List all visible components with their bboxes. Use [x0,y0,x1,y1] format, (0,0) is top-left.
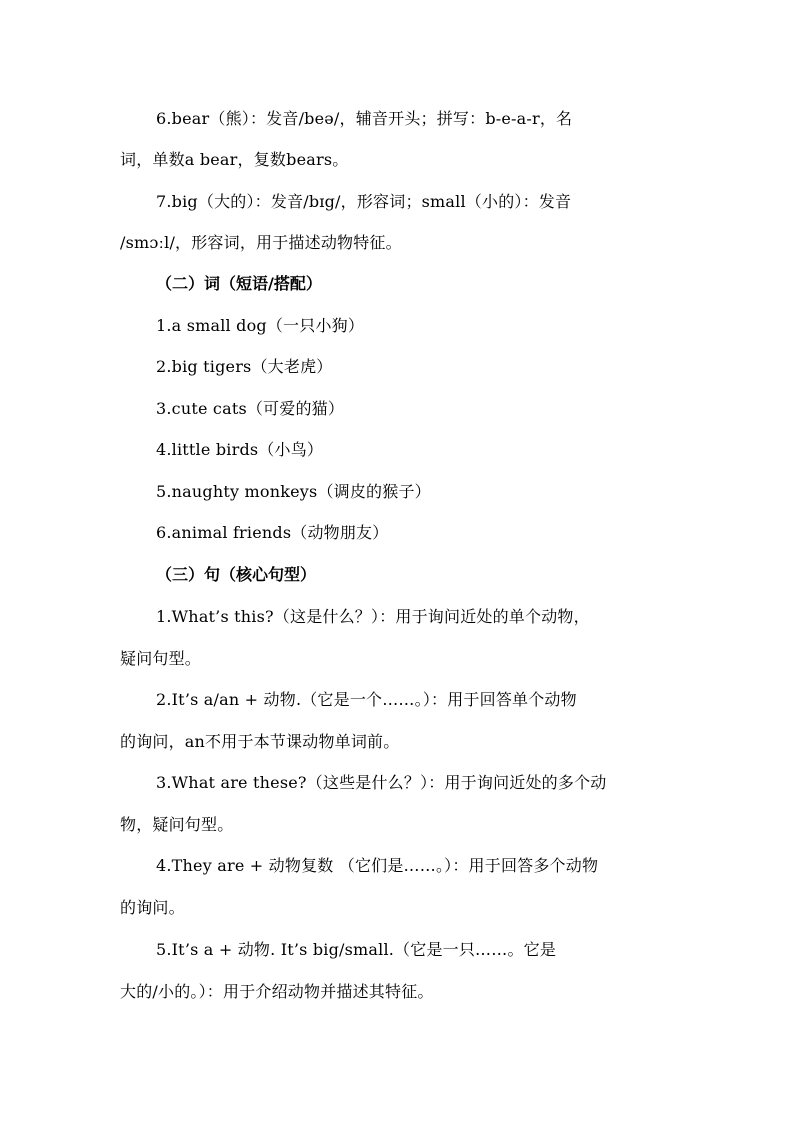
phrase-item: 4.little birds（小鸟） [156,440,324,459]
phrase-item: 2.big tigers（大老虎） [156,357,333,376]
sentence-1-line-1: 1.What’s this?（这是什么？）：用于询问近处的单个动物， [156,607,590,626]
vocab-big-line-2: /smɔːl/，形容词，用于描述动物特征。 [120,233,402,252]
sentence-4-line-2: 的询问。 [120,898,185,917]
sentence-3-line-1: 3.What are these?（这些是什么？）：用于询问近处的多个动 [156,773,607,792]
sentence-4-line-1: 4.They are + 动物复数 （它们是……。）：用于回答多个动物 [156,856,599,875]
section-heading-sentences: （三）句（核心句型） [156,565,317,584]
vocab-big-line-1: 7.big（大的）：发音/bɪg/，形容词；small（小的）：发音 [156,192,572,211]
section-heading-phrases: （二）词（短语/搭配） [156,274,322,293]
vocab-bear-line-1: 6.bear（熊）：发音/beə/，辅音开头；拼写：b-e-a-r，名 [156,109,573,128]
phrase-item: 5.naughty monkeys（调皮的猴子） [156,482,431,501]
sentence-5-line-2: 大的/小的。）：用于介绍动物并描述其特征。 [120,982,434,1001]
vocab-bear-line-2: 词，单数a bear，复数bears。 [120,150,349,169]
sentence-2-line-1: 2.It’s a/an + 动物.（它是一个……。）：用于回答单个动物 [156,690,577,709]
phrase-item: 1.a small dog（一只小狗） [156,316,365,335]
phrase-item: 3.cute cats（可爱的猫） [156,399,345,418]
phrase-item: 6.animal friends（动物朋友） [156,523,389,542]
sentence-1-line-2: 疑问句型。 [120,649,202,668]
sentence-3-line-2: 物，疑问句型。 [120,815,234,834]
sentence-2-line-2: 的询问，an不用于本节课动物单词前。 [120,732,400,751]
sentence-5-line-1: 5.It’s a + 动物. It’s big/small.（它是一只……。它是 [156,940,557,959]
